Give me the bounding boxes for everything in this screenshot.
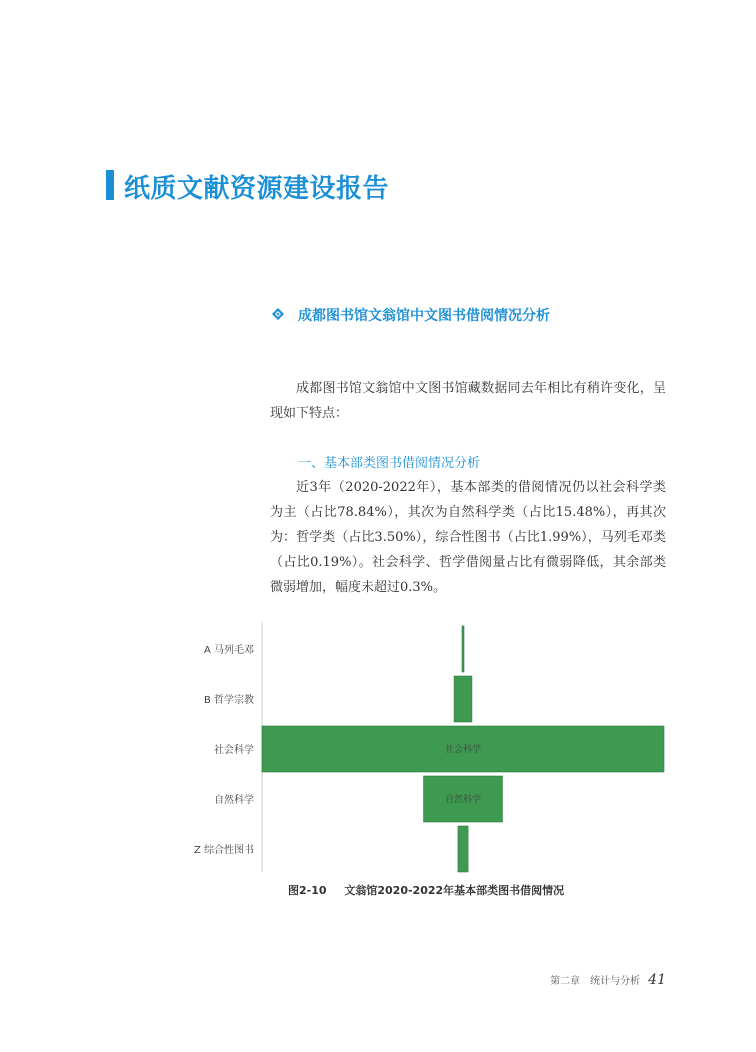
subsection-heading: 一、基本部类图书借阅情况分析 [298,456,481,471]
bar-data-label: 自然科学 [444,795,482,805]
category-tick-label: B 哲学宗教 [203,695,254,706]
subsection-paragraph: 近3年（2020-2022年），基本部类的借阅情况仍以社会科学类为主（占比78.84%），其次为自然科学类（占比15.48%），再其次为：哲学类（占比3.50%），综合性图书（占比1.99%），马列毛邓类（占比0.19%）。社会科学、哲学借阅量占比有微弱降低，其余部类微弱增加，幅度未超过0.3%。 [270,480,666,595]
chart-bar [458,826,468,872]
category-tick-label: 自然科学 [214,795,254,806]
page-footer [550,972,666,988]
chapter-label: 第二章 统计与分析 [550,976,641,987]
category-tick-label: Z 综合性图书 [193,845,254,856]
bar-data-label: 社会科学 [444,745,482,755]
section-title: 成都图书馆文翁馆中文图书借阅情况分析 [298,308,550,324]
figure-caption-text: 文翁馆2020-2022年基本部类图书借阅情况 [344,884,565,897]
intro-paragraph: 成都图书馆文翁馆中文图书馆藏数据同去年相比有稍许变化，呈现如下特点： [270,381,666,421]
chart-bar [462,626,464,672]
figure-number: 图2-10 [288,884,327,897]
figure-caption [288,882,564,898]
diamond-bullet-icon [272,308,284,320]
page-number: 41 [648,972,666,988]
category-borrowing-chart [180,620,680,875]
page-title: 纸质文献资源建设报告 [124,174,390,204]
category-tick-label: 社会科学 [214,745,254,756]
chart-bar [454,676,472,722]
title-accent-bar [106,170,114,200]
category-tick-label: A 马列毛邓 [203,645,254,656]
